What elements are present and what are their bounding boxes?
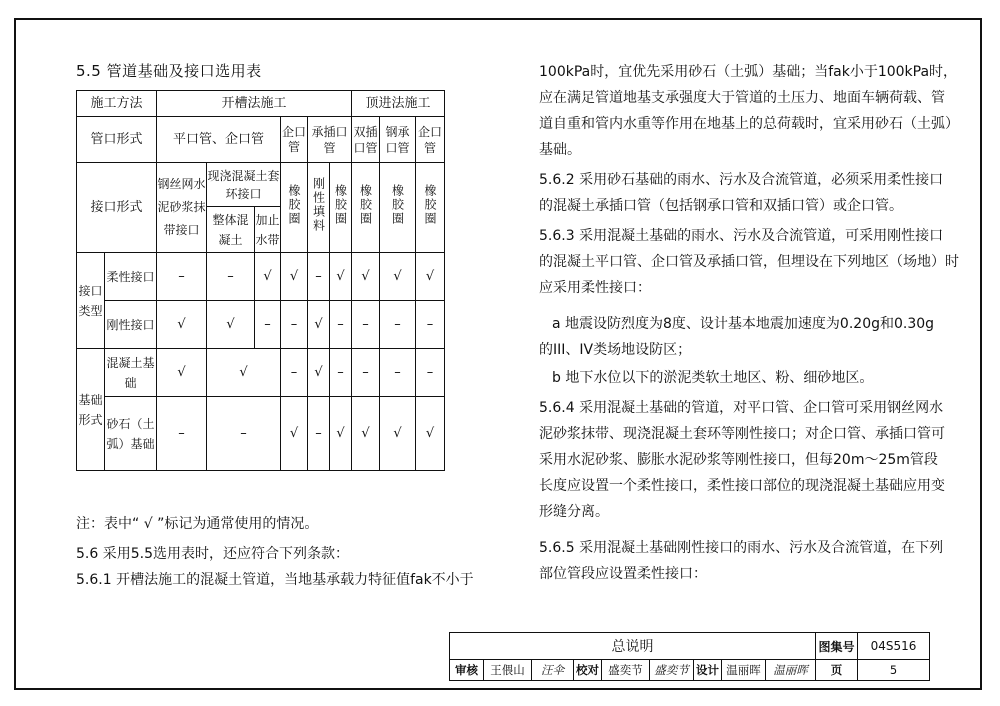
page-label: 页	[816, 660, 858, 681]
cell: –	[330, 301, 352, 349]
cell: √	[352, 397, 380, 471]
pipe-double-socket: 双插口管	[352, 117, 380, 163]
row-concrete-base: 混凝土基础	[105, 349, 157, 397]
title-block	[449, 632, 930, 681]
row-foundation: 基础形式	[77, 349, 105, 471]
text-line: 道自重和管内水重等作用在地基上的总荷载时，宜采用砂石（土弧）	[539, 116, 959, 132]
atlas-no-label: 图集号	[816, 633, 858, 660]
text-line: 100kPa时，宜优先采用砂石（土弧）基础；当fak小于100kPa时，	[539, 64, 958, 80]
joint-rubber-1: 橡胶圈	[287, 184, 301, 226]
header-joint-form: 接口形式	[77, 163, 157, 253]
joint-rubber-3: 橡胶圈	[358, 184, 373, 226]
cell: √	[157, 301, 207, 349]
design-label: 设计	[694, 660, 722, 681]
atlas-no: 04S516	[858, 633, 930, 660]
designer-signature: 温丽晖	[766, 660, 816, 681]
cell: –	[157, 397, 207, 471]
text-line: 泥砂浆抹带、现浇混凝土套环等刚性接口；对企口管、承插口管可	[539, 426, 945, 442]
section-5-5-title: 5.5 管道基础及接口选用表	[76, 62, 262, 80]
cell: √	[255, 253, 281, 301]
page-number: 5	[858, 660, 930, 681]
joint-mesh-mortar: 钢丝网水泥砂浆抹带接口	[157, 163, 207, 253]
text-line: 应采用柔性接口：	[539, 280, 651, 296]
pipe-steel-socket: 钢承口管	[380, 117, 416, 163]
proof-label: 校对	[574, 660, 602, 681]
cell: –	[352, 301, 380, 349]
cell: –	[207, 397, 281, 471]
text-line: 5.6.4 采用混凝土基础的管道，对平口管、企口管可采用钢丝网水	[539, 400, 944, 416]
text-line: 基础。	[539, 142, 581, 158]
text-line: 长度应设置一个柔性接口，柔性接口部位的现浇混凝土基础应用变	[539, 478, 945, 494]
pipe-tenon-jacking: 企口管	[416, 117, 445, 163]
cell: √	[352, 253, 380, 301]
text-line: 部位管段应设置柔性接口：	[539, 566, 707, 582]
text-line: 应在满足管道地基支承强度大于管道的土压力、地面车辆荷载、管	[539, 90, 945, 106]
clause-5-6: 5.6 采用5.5选用表时，还应符合下列条款：	[76, 546, 349, 562]
joint-add-stop: 加止水带	[255, 207, 281, 253]
joint-rubber-2: 橡胶圈	[333, 184, 348, 226]
cell: √	[330, 253, 352, 301]
text-line: 形缝分离。	[539, 504, 609, 520]
proofer-name: 盛奕节	[602, 660, 650, 681]
cell: √	[308, 349, 330, 397]
header-pipe-type: 管口形式	[77, 117, 157, 163]
cell: √	[207, 301, 255, 349]
text-line: 5.6.2 采用砂石基础的雨水、污水及合流管道，必须采用柔性接口	[539, 172, 944, 188]
text-line: 的III、IV类场地设防区；	[539, 342, 692, 358]
cell: –	[308, 253, 330, 301]
text-line: b 地下水位以下的淤泥类软土地区、粉、细砂地区。	[552, 370, 874, 386]
reviewer-name: 王偎山	[484, 660, 532, 681]
cell: –	[308, 397, 330, 471]
cell: –	[281, 301, 308, 349]
header-method: 施工方法	[77, 91, 157, 117]
cell: –	[416, 349, 445, 397]
joint-whole-concrete: 整体混凝土	[207, 207, 255, 253]
cell: –	[255, 301, 281, 349]
text-line: 的混凝土平口管、企口管及承插口管，但埋设在下列地区（场地）时	[539, 254, 959, 270]
cell: √	[330, 397, 352, 471]
text-line: 的混凝土承插口管（包括钢承口管和双插口管）或企口管。	[539, 198, 903, 214]
cell: –	[207, 253, 255, 301]
cell: √	[207, 349, 281, 397]
joint-rubber-4: 橡胶圈	[390, 184, 405, 226]
proofer-signature: 盛奕节	[650, 660, 694, 681]
row-rigid: 刚性接口	[105, 301, 157, 349]
text-line: 采用水泥砂浆、膨胀水泥砂浆等刚性接口，但每20m～25m管段	[539, 452, 938, 468]
header-open-trench: 开槽法施工	[157, 91, 352, 117]
cell: –	[157, 253, 207, 301]
row-gravel-base: 砂石（土弧）基础	[105, 397, 157, 471]
cell: –	[380, 301, 416, 349]
cell: √	[157, 349, 207, 397]
pipe-socket: 承插口管	[308, 117, 352, 163]
row-joint-type: 接口类型	[77, 253, 105, 349]
text-line: 5.6.5 采用混凝土基础刚性接口的雨水、污水及合流管道，在下列	[539, 540, 944, 556]
row-flexible: 柔性接口	[105, 253, 157, 301]
pipe-tenon: 企口管	[281, 117, 308, 163]
cell: –	[330, 349, 352, 397]
cell: √	[281, 397, 308, 471]
cell: √	[380, 253, 416, 301]
cell: –	[281, 349, 308, 397]
pipe-flat-tenon: 平口管、企口管	[157, 117, 281, 163]
cell: –	[416, 301, 445, 349]
joint-cast-ring: 现浇混凝土套环接口	[207, 163, 281, 207]
drawing-title: 总说明	[450, 633, 816, 660]
table-note: 注：表中“ √ ”标记为通常使用的情况。	[76, 516, 319, 532]
text-line: 5.6.3 采用混凝土基础的雨水、污水及合流管道，可采用刚性接口	[539, 228, 944, 244]
cell: √	[416, 253, 445, 301]
cell: √	[380, 397, 416, 471]
cell: √	[416, 397, 445, 471]
clause-5-6-1: 5.6.1 开槽法施工的混凝土管道，当地基承载力特征值fak不小于	[76, 572, 474, 588]
reviewer-signature: 汪伞	[532, 660, 574, 681]
text-line: a 地震设防烈度为8度、设计基本地震加速度为0.20g和0.30g	[552, 316, 935, 332]
cell: √	[281, 253, 308, 301]
review-label: 审核	[450, 660, 484, 681]
cell: √	[308, 301, 330, 349]
designer-name: 温丽晖	[722, 660, 766, 681]
joint-rigid-fill: 刚性填料	[311, 177, 326, 233]
joint-rubber-5: 橡胶圈	[423, 184, 437, 226]
header-jacking: 顶进法施工	[352, 91, 445, 117]
cell: –	[352, 349, 380, 397]
selection-table	[76, 90, 445, 471]
cell: –	[380, 349, 416, 397]
